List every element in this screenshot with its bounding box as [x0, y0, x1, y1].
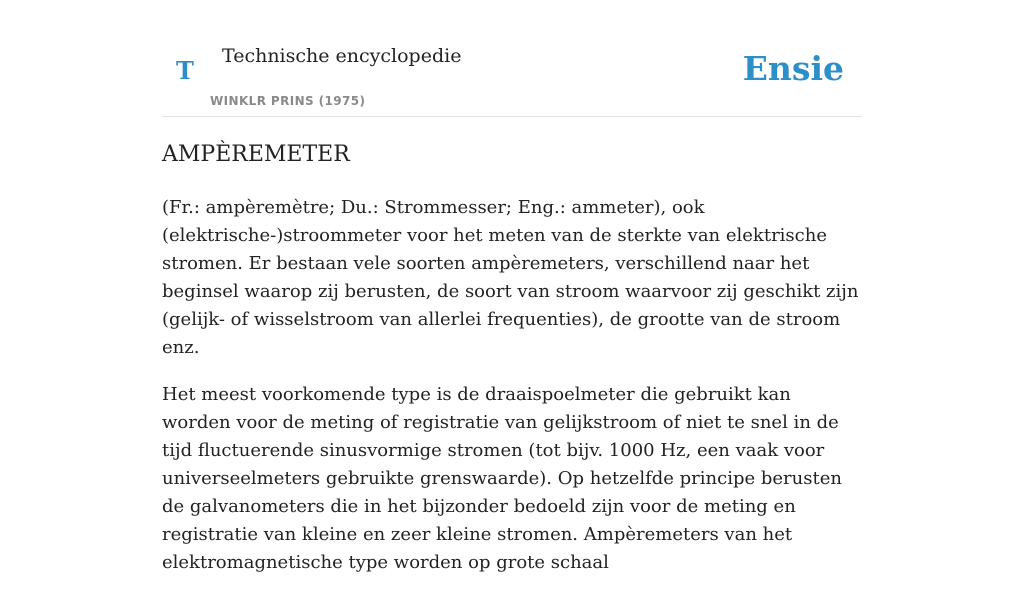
source-title[interactable]: Technische encyclopedie: [222, 45, 462, 67]
article: [162, 138, 862, 596]
article-title: AMPÈREMETER: [162, 142, 350, 167]
source-logo[interactable]: T: [176, 56, 194, 85]
article-paragraph: Het meest voorkomende type is de draaispoelmeter die gebruikt kan worden voor de meting of registratie van gelijkstroom of niet te snel in de tijd fluctuerende sinusvormige stromen (tot bijv. 1000 Hz, een vaak voor universeelmeters gebruikte grenswaarde). Op hetzelfde principe berusten de galvanometers die in het bijzonder bedoeld zijn voor de meting en registratie van kleine en zeer kleine stromen. Ampèremeters van het elektromagnetische type worden op grote schaal: [162, 384, 842, 573]
source-header: [162, 0, 862, 117]
article-paragraph: (Fr.: ampèremètre; Du.: Strommesser; Eng.: ammeter), ook (elektrische-)stroommeter voor het meten van de sterkte van elektrische stromen. Er bestaan vele soorten ampèremeters, verschillend naar het beginsel waarop zij berusten, de soort van stroom waarvoor zij geschikt zijn (gelijk- of wisselstroom van allerlei frequenties), de grootte van de stroom enz.: [162, 197, 859, 358]
brand-logo[interactable]: Ensie: [742, 49, 844, 88]
source-subtitle: WINKLR PRINS (1975): [210, 94, 366, 108]
